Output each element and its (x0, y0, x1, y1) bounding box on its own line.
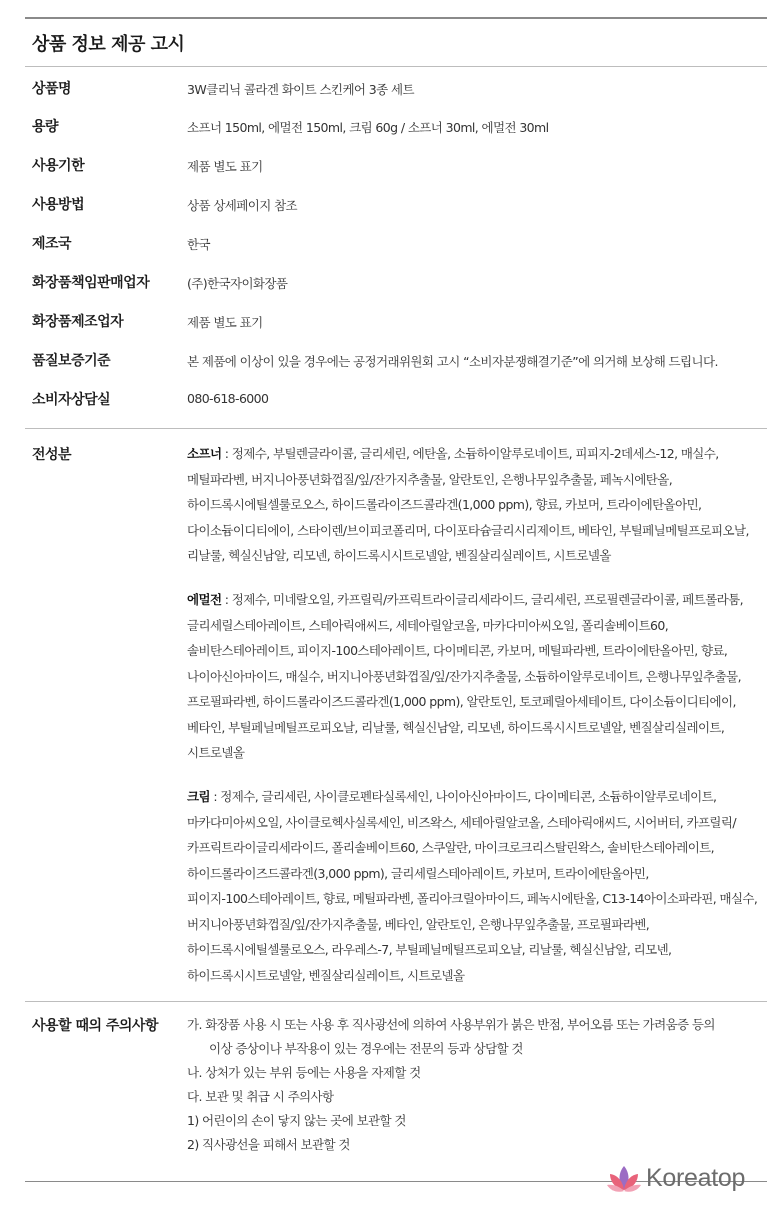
koreatop-watermark (606, 1160, 776, 1200)
caution-line: 다. 보관 및 취급 시 주의사항 (187, 1089, 334, 1104)
top-rule (25, 17, 767, 19)
info-label: 사용방법 (32, 197, 85, 213)
ingredient-list: : 정제수, 글리세린, 사이클로펜타실록세인, 나이아신아마이드, 다이메티콘, 소듐하이알루로네이트, 마카다미아씨오일, 사이클로헥사실록세인, 비즈왁스, 세테아릴알코올, 스테아릭애씨드, 시어버터, 카프릴릭/카프릭트라이글리세라이드, 폴리솔베이트60, 스쿠알란, 마이크로크리스탈린왁스, 솔비탄스테아레이트, 하이드롤라이즈드콜라겐(3,000 ppm), 글리세릴스테아레이트, 카보머, 트라이에탄올아민, 피이지-100스테아레이트, 향료, 메틸파라벤, 폴리아크릴아마이드, 페녹시에탄올, C13-14아이소파라핀, 매실수, 버지니아풍년화껍질/잎/잔가지추출물, 베타인, 알란토인, 은행나무잎추출물, 프로필파라벤, 하이드록시에틸셀룰로오스, 라우레스-7, 부틸페닐메틸프로피오날, 리날룰, 헥실신남알, 리모넨, 하이드록시시트로넬알, 벤질살리실레이트, 시트로넬올 (187, 789, 758, 983)
caution-text (187, 1013, 767, 1157)
info-value: 본 제품에 이상이 있을 경우에는 공정거래위원회 고시 “소비자분쟁해결기준”에 의거해 보상해 드립니다. (187, 354, 718, 369)
info-label: 화장품책임판매업자 (32, 275, 150, 291)
ingredients-cream (187, 784, 767, 988)
brand-name: Koreatop (646, 1164, 746, 1192)
info-label: 화장품제조업자 (32, 314, 124, 330)
info-label: 상품명 (32, 81, 72, 97)
info-value: 소프너 150ml, 에멀전 150ml, 크림 60g / 소프너 30ml, 에멀전 30ml (187, 120, 549, 135)
info-label: 용량 (32, 119, 59, 135)
ingredient-product-name: 소프너 (187, 446, 222, 461)
caution-line: 가. 화장품 사용 시 또는 사용 후 직사광선에 의하여 사용부위가 붉은 반점, 부어오름 또는 가려움증 등의 (187, 1017, 715, 1032)
caution-label: 사용할 때의 주의사항 (32, 1018, 158, 1034)
info-value: 제품 별도 표기 (187, 159, 263, 174)
info-value: 3W클리닉 콜라겐 화이트 스킨케어 3종 세트 (187, 82, 414, 97)
ingredient-product-name: 에멀전 (187, 592, 222, 607)
caution-line: 1) 어린이의 손이 닿지 않는 곳에 보관할 것 (187, 1113, 406, 1128)
ingredients-softener (187, 441, 767, 569)
ingredients-emulsion (187, 587, 767, 766)
ingredients-label: 전성분 (32, 447, 72, 463)
title-divider (25, 66, 767, 67)
ingredient-product-name: 크림 (187, 789, 210, 804)
caution-divider (25, 1001, 767, 1002)
info-value: 상품 상세페이지 참조 (187, 198, 298, 213)
page-title: 상품 정보 제공 고시 (32, 34, 185, 55)
ingredients-divider (25, 428, 767, 429)
info-label: 사용기한 (32, 158, 85, 174)
info-label: 소비자상담실 (32, 392, 111, 408)
info-label: 품질보증기준 (32, 353, 111, 369)
ingredient-list: : 정제수, 미네랄오일, 카프릴릭/카프릭트라이글리세라이드, 글리세린, 프로필렌글라이콜, 페트롤라툼, 글리세릴스테아레이트, 스테아릭애씨드, 세테아릴알코올, 마카다미아씨오일, 폴리솔베이트60, 솔비탄스테아레이트, 피이지-100스테아레이트, 다이메티콘, 카보머, 메틸파라벤, 트라이에탄올아민, 향료, 나이아신아마이드, 매실수, 버지니아풍년화껍질/잎/잔가지추출물, 소듐하이알루로네이트, 은행나무잎추출물, 프로필파라벤, 하이드롤라이즈드콜라겐(1,000 ppm), 알란토인, 토코페릴아세테이트, 다이소듐이디티에이, 베타인, 부틸페닐메틸프로피오날, 리날룰, 헥실신남알, 리모넨, 하이드록시시트로넬알, 벤질살리실레이트, 시트로넬올 (187, 592, 743, 760)
caution-line: 나. 상처가 있는 부위 등에는 사용을 자제할 것 (187, 1065, 421, 1080)
caution-line: 2) 직사광선을 피해서 보관할 것 (187, 1137, 350, 1152)
ingredient-list: : 정제수, 부틸렌글라이콜, 글리세린, 에탄올, 소듐하이알루로네이트, 피피지-2데세스-12, 매실수, 메틸파라벤, 버지니아풍년화껍질/잎/잔가지추출물, 알란토인, 은행나무잎추출물, 페녹시에탄올, 하이드록시에틸셀룰로오스, 하이드롤라이즈드콜라겐(1,000 ppm), 향료, 카보머, 트라이에탄올아민, 다이소듐이디티에이, 스타이렌/브이피코폴리머, 다이포타슘글리시리제이트, 베타인, 부틸페닐메틸프로피오날, 리날룰, 헥실신남알, 리모넨, 하이드록시시트로넬알, 벤질살리실레이트, 시트로넬올 (187, 446, 749, 563)
caution-line: 이상 증상이나 부작용이 있는 경우에는 전문의 등과 상담할 것 (209, 1041, 523, 1056)
info-value: 한국 (187, 237, 210, 252)
lotus-icon (606, 1163, 642, 1195)
info-value: 제품 별도 표기 (187, 315, 263, 330)
info-label: 제조국 (32, 236, 72, 252)
info-value: 080-618-6000 (187, 391, 269, 406)
info-value: (주)한국자이화장품 (187, 276, 288, 291)
